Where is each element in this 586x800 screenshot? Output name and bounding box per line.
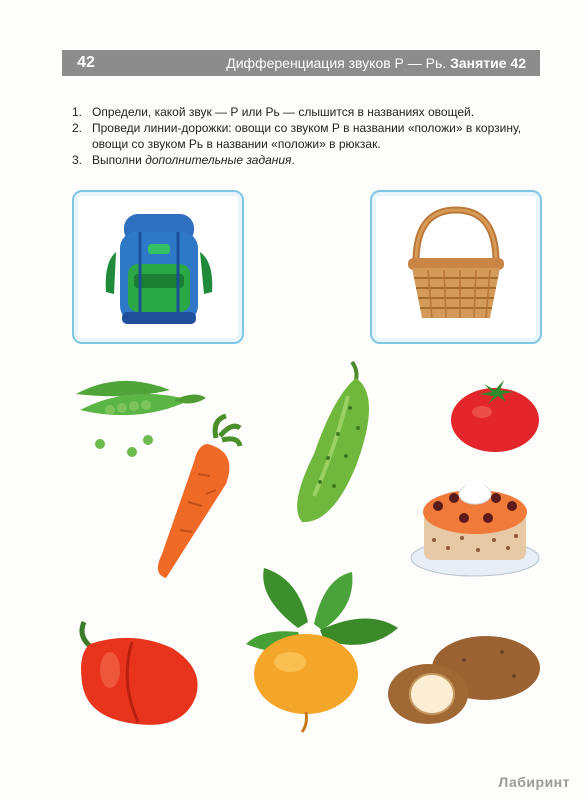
task-number: 3. xyxy=(72,153,83,167)
pepper-icon[interactable] xyxy=(72,612,206,732)
basket-box[interactable] xyxy=(370,190,542,344)
title-text: Дифференциация звуков Р — Рь. xyxy=(226,55,447,71)
backpack-box[interactable] xyxy=(72,190,244,344)
potato-icon[interactable] xyxy=(384,630,542,730)
cucumber-icon[interactable] xyxy=(297,362,369,522)
task-number: 1. xyxy=(72,105,83,119)
task-number: 2. xyxy=(72,121,83,135)
lesson-label: Занятие 42 xyxy=(450,55,526,71)
task-text: Определи, какой звук — Р или Рь — слышится в названиях овощей. xyxy=(92,105,475,119)
task-item xyxy=(72,152,542,168)
task-text-plain: Выполни xyxy=(92,153,146,167)
page-header xyxy=(62,50,540,76)
page-number: 42 xyxy=(77,54,95,71)
tomato-icon[interactable] xyxy=(448,374,542,454)
task-text-italic: дополнительные задания xyxy=(145,153,292,167)
task-text-end: . xyxy=(291,153,295,167)
task-text: Проведи линии-дорожки: овощи со звуком Р в названии «положи» в корзину, овощи со звуком Рь в названии «положи» в рюкзак. xyxy=(92,121,522,151)
publisher-watermark: Лабиринт xyxy=(498,774,570,790)
task-item xyxy=(72,120,542,152)
turnip-icon[interactable] xyxy=(228,558,404,734)
task-item xyxy=(72,104,542,120)
task-list xyxy=(72,104,542,168)
basket-icon xyxy=(372,192,540,342)
cake-icon[interactable] xyxy=(408,474,542,586)
page-title xyxy=(226,55,540,71)
task-text xyxy=(92,152,295,168)
backpack-icon xyxy=(74,192,242,342)
